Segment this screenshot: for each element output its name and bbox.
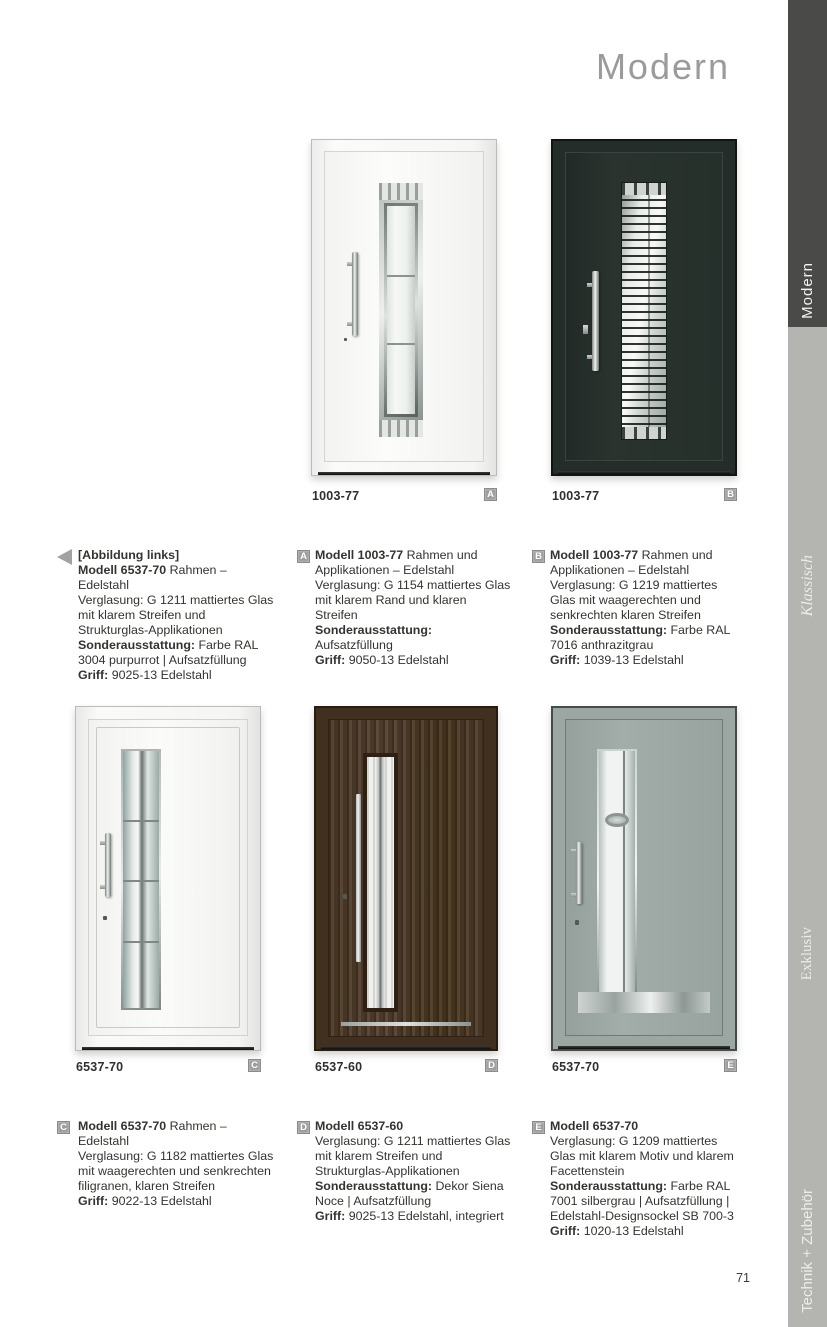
door-image-b: [551, 139, 737, 476]
description-badge-a: A: [297, 550, 310, 563]
sonder-line: Sonderausstattung: Aufsatzfüllung: [315, 623, 433, 652]
griff-line: Griff: 9025-13 Edelstahl: [78, 668, 212, 682]
door-e-design-plinth: [578, 992, 710, 1013]
griff-line: Griff: 1020-13 Edelstahl: [550, 1224, 684, 1238]
description-badge-b: B: [532, 550, 545, 563]
description-block-left: [78, 548, 274, 683]
door-image-c: [75, 706, 261, 1051]
sidebar-tab-exklusiv[interactable]: Exklusiv: [799, 927, 815, 981]
model-line: Modell 1003-77 Rahmen und Applikationen – Edelstahl: [315, 548, 478, 577]
door-e-leaf: [565, 719, 723, 1036]
door-c-lock-icon: [103, 916, 107, 920]
door-badge-b: B: [724, 488, 737, 501]
door-e-glass-panel: [597, 749, 637, 1007]
description-block-e: [550, 1119, 746, 1239]
door-c-handle-icon: [105, 833, 111, 897]
verglasung-line: Verglasung: G 1182 mattiertes Glas mit waagerechten und senkrechten filigranen, klaren Streifen: [78, 1149, 274, 1193]
description-block-a: [315, 548, 511, 668]
door-code-b: 1003-77: [552, 489, 600, 503]
griff-line: Griff: 9022-13 Edelstahl: [78, 1194, 212, 1208]
door-badge-c: C: [248, 1059, 261, 1072]
door-code-c: 6537-70: [76, 1060, 124, 1074]
door-c-glass-panel: [121, 749, 161, 1010]
description-badge-d: D: [297, 1121, 310, 1134]
door-image-a: [311, 139, 497, 476]
description-badge-e: E: [532, 1121, 545, 1134]
page-number: 71: [736, 1271, 750, 1285]
sidebar-tab-modern[interactable]: [788, 0, 827, 327]
door-c-leaf: [88, 719, 248, 1036]
model-line: Modell 6537-70 Rahmen – Edelstahl: [78, 563, 227, 592]
door-e-lock-icon: [575, 920, 579, 925]
griff-line: Griff: 1039-13 Edelstahl: [550, 653, 684, 667]
model-line: Modell 6537-70: [550, 1119, 639, 1133]
description-heading: [Abbildung links]: [78, 548, 180, 562]
door-b-handle-icon: [592, 271, 599, 371]
sidebar-tab-modern-label: Modern: [799, 262, 816, 319]
door-b-leaf: [565, 152, 723, 461]
sidebar-tab-technik-zubehoer[interactable]: Technik + Zubehör: [799, 1189, 816, 1313]
verglasung-line: Verglasung: G 1211 mattiertes Glas mit klarem Streifen und Strukturglas-Applikationen: [315, 1134, 511, 1178]
door-d-sill: [341, 1022, 471, 1026]
door-e-handle-icon: [576, 842, 582, 904]
door-code-e: 6537-70: [552, 1060, 600, 1074]
door-a-handle-icon: [352, 252, 358, 336]
door-code-a: 1003-77: [312, 489, 360, 503]
sonder-line: Sonderausstattung: Farbe RAL 7001 silbergrau | Aufsatzfüllung | Edelstahl-Designsockel SB 700-3: [550, 1179, 734, 1223]
sidebar-rail: [788, 327, 827, 1327]
door-badge-a: A: [484, 488, 497, 501]
verglasung-line: Verglasung: G 1209 mattiertes Glas mit klarem Motiv und klarem Facettenstein: [550, 1134, 734, 1178]
arrow-left-icon: [57, 549, 72, 565]
description-block-c: [78, 1119, 274, 1209]
model-line: Modell 6537-70 Rahmen – Edelstahl: [78, 1119, 227, 1148]
verglasung-line: Verglasung: G 1154 mattiertes Glas mit klarem Rand und klaren Streifen: [315, 578, 511, 622]
sonder-line: Sonderausstattung: Dekor Siena Noce | Aufsatzfüllung: [315, 1179, 504, 1208]
description-block-d: [315, 1119, 511, 1224]
door-d-lock-icon: [343, 894, 347, 899]
door-image-d: [314, 706, 498, 1051]
griff-line: Griff: 9025-13 Edelstahl, integriert: [315, 1209, 504, 1223]
description-block-b: [550, 548, 746, 668]
door-d-glass-panel: [363, 753, 398, 1012]
sonder-line: Sonderausstattung: Farbe RAL 7016 anthrazitgrau: [550, 623, 730, 652]
door-b-lock-icon: [583, 325, 588, 334]
door-badge-d: D: [485, 1059, 498, 1072]
model-line: Modell 6537-60: [315, 1119, 404, 1133]
page-title: Modern: [595, 46, 730, 87]
griff-line: Griff: 9050-13 Edelstahl: [315, 653, 449, 667]
door-a-leaf: [324, 151, 484, 462]
door-a-glass-panel: [379, 183, 423, 437]
door-e-facet-motif-icon: [605, 813, 629, 827]
door-badge-e: E: [724, 1059, 737, 1072]
model-line: Modell 1003-77 Rahmen und Applikationen – Edelstahl: [550, 548, 713, 577]
description-badge-c: C: [57, 1121, 70, 1134]
sonder-line: Sonderausstattung: Farbe RAL 3004 purpurrot | Aufsatzfüllung: [78, 638, 258, 667]
verglasung-line: Verglasung: G 1211 mattiertes Glas mit klarem Streifen und Strukturglas-Applikationen: [78, 593, 274, 637]
sidebar-tab-klassisch[interactable]: Klassisch: [798, 555, 816, 617]
door-image-e: [551, 706, 737, 1051]
door-a-lock-icon: [344, 338, 347, 341]
door-d-handle-icon: [356, 794, 361, 962]
door-b-glass-panel: [621, 182, 667, 440]
door-code-d: 6537-60: [315, 1060, 363, 1074]
door-d-leaf: [328, 719, 484, 1037]
verglasung-line: Verglasung: G 1219 mattiertes Glas mit waagerechten und senkrechten klaren Streifen: [550, 578, 718, 622]
